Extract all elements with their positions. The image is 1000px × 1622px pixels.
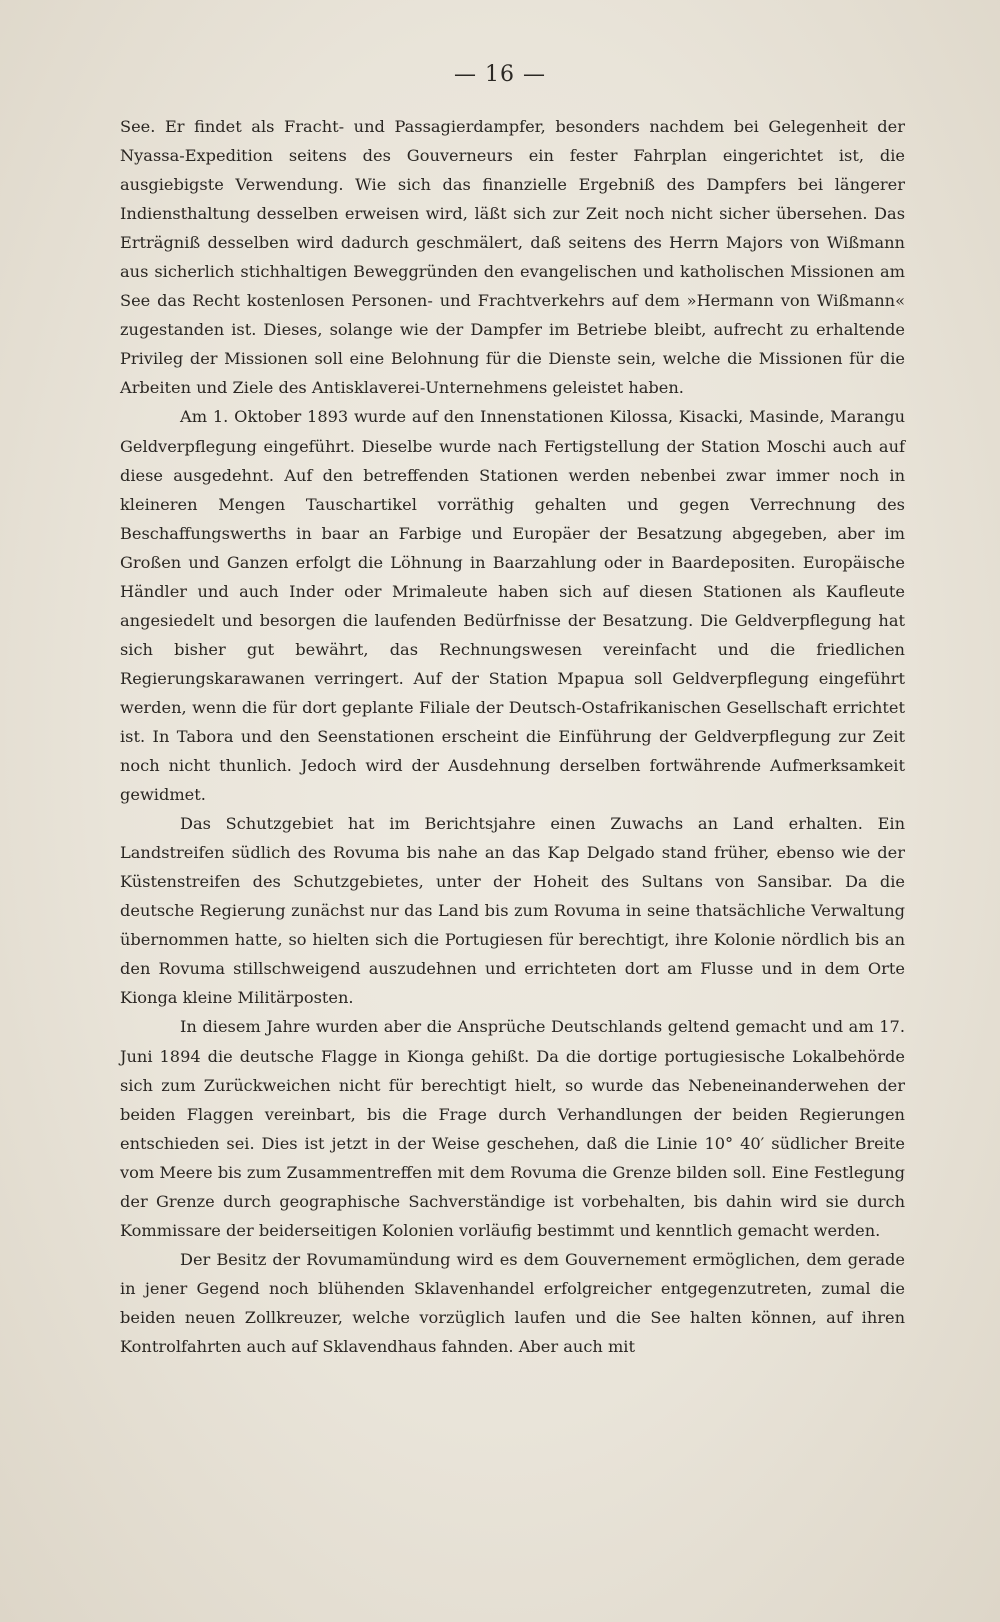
paragraph-1: See. Er findet als Fracht- und Passagierdampfer, besonders nachdem bei Gelegenheit der Nyassa-Expedition seitens des Gouverneurs ein fester Fahrplan eingerichtet ist, die ausgiebigste Verwendung. Wie sich das finanzielle Ergebniß des Dampfers bei längerer Indiensthaltung desselben erweisen wird, läßt sich zur Zeit noch nicht sicher übersehen. Das Erträgniß desselben wird dadurch geschmälert, daß seitens des Herrn Majors von Wißmann aus sicherlich stichhaltigen Beweggründen den evangelischen und katholischen Missionen am See das Recht kostenlosen Personen- und Frachtverkehrs auf dem »Hermann von Wißmann« zugestanden ist. Dieses, solange wie der Dampfer im Betriebe bleibt, aufrecht zu erhaltende Privileg der Missionen soll eine Belohnung für die Dienste sein, welche die Missionen für die Arbeiten und Ziele des Antisklaverei-Unternehmens geleistet haben. bbox=[120, 117, 905, 398]
paragraph-2: Am 1. Oktober 1893 wurde auf den Innenstationen Kilossa, Kisacki, Masinde, Marangu Geldverpflegung eingeführt. Dieselbe wurde nach Fertigstellung der Station Moschi auch auf diese ausgedehnt. Auf den betreffenden Stationen werden nebenbei zwar immer noch in kleineren Mengen Tauschartikel vorräthig gehalten und gegen Verrechnung des Beschaffungswerths in baar an Farbige und Europäer der Besatzung abgegeben, aber im Großen und Ganzen erfolgt die Löhnung in Baarzahlung oder in Baardepositen. Europäische Händler und auch Inder oder Mrimaleute haben sich auf diesen Stationen als Kaufleute angesiedelt und besorgen die laufenden Bedürfnisse der Besatzung. Die Geldverpflegung hat sich bisher gut bewährt, das Rechnungswesen vereinfacht und die friedlichen Regierungskarawanen verringert. Auf der Station Mpapua soll Geldverpflegung eingeführt werden, wenn die für dort geplante Filiale der Deutsch-Ostafrikanischen Gesellschaft errichtet ist. In Tabora und den Seenstationen erscheint die Einführung der Geldverpflegung zur Zeit noch nicht thunlich. Jedoch wird der Ausdehnung derselben fortwährende Aufmerksamkeit gewidmet. bbox=[120, 407, 905, 805]
page-number: — 16 — bbox=[454, 62, 546, 87]
body-text bbox=[120, 112, 905, 1361]
paragraph-5: Der Besitz der Rovumamündung wird es dem Gouvernement ermöglichen, dem gerade in jener Gegend noch blühenden Sklavenhandel erfolgreicher entgegenzutreten, zumal die beiden neuen Zollkreuzer, welche vorzüglich laufen und die See halten können, auf ihren Kontrolfahrten auch auf Sklavendhaus fahnden. Aber auch mit bbox=[120, 1249, 905, 1356]
paragraph-4: In diesem Jahre wurden aber die Ansprüche Deutschlands geltend gemacht und am 17. Juni 1894 die deutsche Flagge in Kionga gehißt. Da die dortige portugiesische Lokalbehörde sich zum Zurückweichen nicht für berechtigt hielt, so wurde das Nebeneinanderwehen der beiden Flaggen vereinbart, bis die Frage durch Verhandlungen der beiden Regierungen entschieden sei. Dies ist jetzt in der Weise geschehen, daß die Linie 10° 40′ südlicher Breite vom Meere bis zum Zusammentreffen mit dem Rovuma die Grenze bilden soll. Eine Festlegung der Grenze durch geographische Sachverständige ist vorbehalten, bis dahin wird sie durch Kommissare der beiderseitigen Kolonien vorläufig bestimmt und kenntlich gemacht werden. bbox=[120, 1017, 905, 1240]
paragraph-3: Das Schutzgebiet hat im Berichtsjahre einen Zuwachs an Land erhalten. Ein Landstreifen südlich des Rovuma bis nahe an das Kap Delgado stand früher, ebenso wie der Küstenstreifen des Schutzgebietes, unter der Hoheit des Sultans von Sansibar. Da die deutsche Regierung zunächst nur das Land bis zum Rovuma in seine thatsächliche Verwaltung übernommen hatte, so hielten sich die Portugiesen für berechtigt, ihre Kolonie nördlich bis an den Rovuma stillschweigend auszudehnen und errichteten dort am Flusse und in dem Orte Kionga kleine Militärposten. bbox=[120, 814, 905, 1008]
